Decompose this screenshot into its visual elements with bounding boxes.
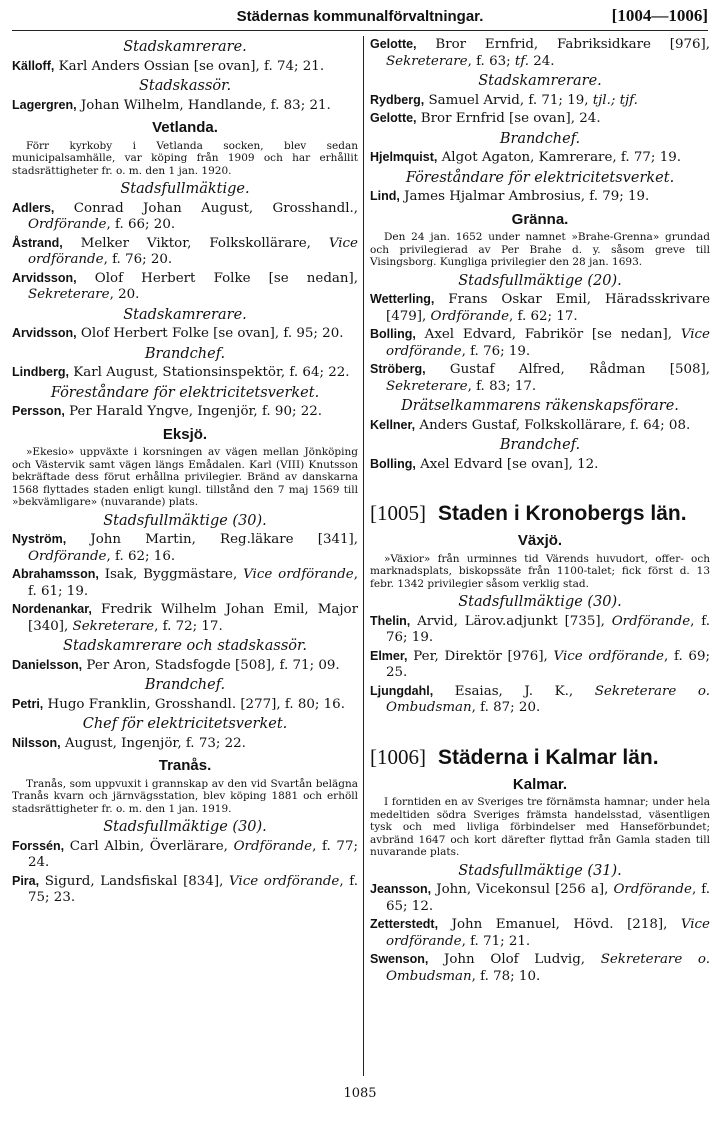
entry-text: , f. 72; 17. <box>154 618 223 634</box>
person-entry <box>12 403 358 421</box>
person-entry <box>370 683 710 717</box>
person-surname: Kellner, <box>370 417 416 432</box>
person-surname: Petri, <box>12 696 44 711</box>
person-title: tf. <box>514 53 529 69</box>
entry-text: , f. 78; 10. <box>471 968 541 984</box>
person-surname: Adlers, <box>12 200 55 215</box>
entry-text: Sigurd, Landsfiskal [834], <box>39 873 229 889</box>
person-entry <box>12 364 358 382</box>
running-title: Städernas kommunalförvaltningar. <box>236 8 484 25</box>
person-entry <box>12 601 358 635</box>
person-entry <box>370 417 710 435</box>
office-heading: Stadsfullmäktige. <box>120 181 250 197</box>
entry-text: John Olof Ludvig, <box>428 952 601 967</box>
person-entry <box>12 873 358 907</box>
person-surname: Jeansson, <box>370 882 432 896</box>
page-number: 1085 <box>343 1086 377 1101</box>
person-entry <box>370 188 710 206</box>
office-heading: Brandchef. <box>499 130 581 147</box>
entry-text: Bror Ernfrid [se ovan], 24. <box>416 111 601 126</box>
entry-text: Conrad Johan August, Grosshandl., <box>54 200 358 216</box>
office-heading: Stadsfullmäktige (30). <box>103 819 267 835</box>
person-surname: Källoff, <box>12 58 55 73</box>
person-entry <box>12 200 358 234</box>
person-title: Ordförande <box>430 308 510 324</box>
person-surname: Rydberg, <box>370 92 425 107</box>
person-entry <box>370 648 710 682</box>
entry-text: , f. 77; 24. <box>28 838 358 870</box>
entry-text: Esaias, J. K., <box>433 683 595 699</box>
entry-text: Per Aron, Stadsfogde [508], f. 71; 09. <box>82 657 340 673</box>
person-surname: Forssén, <box>12 838 65 853</box>
entry-text: Anders Gustaf, Folkskollärare, f. 64; 08. <box>415 417 691 433</box>
entry-text: Melker Viktor, Folkskollärare, <box>62 235 329 251</box>
section-range: [1004—1006] <box>611 6 708 25</box>
entry-text: John Emanuel, Hövd. [218], <box>438 917 681 932</box>
entry-text: 24. <box>529 53 555 69</box>
right-column <box>370 36 710 1076</box>
person-entry <box>370 149 710 167</box>
office-heading: Stadsfullmäktige (20). <box>458 272 622 289</box>
town-history-note: »Växior» från urminnes tid Värends huvudort, offer- och marknadsplats, biskopssäte från 1100-talet; fick först d. 13 febr. 1342 privilegier såsom verklig stad. <box>370 552 710 590</box>
section-number: [1006] <box>370 744 426 769</box>
entry-text: , f. 66; 20. <box>106 217 176 232</box>
person-surname: Thelin, <box>370 613 411 628</box>
town-heading: Eksjö. <box>162 425 208 443</box>
person-title: Sekreterare <box>386 53 468 69</box>
person-surname: Zetterstedt, <box>370 917 439 931</box>
person-entry <box>370 951 710 985</box>
person-surname: Lagergren, <box>12 97 77 112</box>
person-title: Ordförande <box>28 548 107 564</box>
column-divider <box>363 36 364 1076</box>
person-title: Vice ordförande <box>28 235 358 267</box>
office-heading: Stadskassör. <box>138 78 232 94</box>
person-surname: Lind, <box>370 189 400 203</box>
person-entry <box>370 36 710 70</box>
person-title: Vice ordförande <box>386 917 710 949</box>
person-title: Sekreterare <box>72 618 155 634</box>
person-surname: Hjelmquist, <box>370 150 438 164</box>
person-title: Vice ordförande <box>386 327 710 359</box>
person-title: Ordförande <box>28 217 107 232</box>
office-heading: Stadskamrerare. <box>478 73 602 89</box>
entry-text: Johan Wilhelm, Handlande, f. 83; 21. <box>76 97 331 113</box>
person-entry <box>12 657 358 675</box>
entry-text: , f. 62; 16. <box>106 548 176 564</box>
spacer <box>370 474 710 490</box>
person-surname: Nilsson, <box>12 735 61 750</box>
office-heading: Chef för elektricitetsverket. <box>82 716 288 732</box>
entry-text: Bror Ernfrid, Fabriksidkare [976], <box>416 37 710 52</box>
office-heading: Föreståndare för elektricitetsverket. <box>405 169 675 186</box>
person-surname: Nyström, <box>12 532 67 546</box>
spacer <box>370 718 710 734</box>
entry-text: August, Ingenjör, f. 73; 22. <box>60 735 246 751</box>
entry-text: Algot Agaton, Kamrerare, f. 77; 19. <box>437 150 681 165</box>
entry-text: , f. 76; 19. <box>386 613 711 645</box>
person-surname: Gelotte, <box>370 37 417 51</box>
entry-text: , f. 69; 25. <box>386 648 710 680</box>
town-history-note: I forntiden en av Sveriges tre förnämsta hamnar; under hela medeltiden södra Sveriges främsta handelsstad, väsentligen tysk och med livliga förbindelser med Hanseförbundet; avbränd 1647 och kort därefter flyttad från Gamla staden till nuvarande plats. <box>370 796 710 858</box>
entry-text: Olof Herbert Folke [se ovan], f. 95; 20. <box>76 326 344 341</box>
entry-text: , f. 62; 17. <box>509 308 578 324</box>
person-surname: Åstrand, <box>12 235 63 250</box>
person-title: Sekreterare o. Ombudsman <box>386 952 710 984</box>
town-history-note: Förr kyrkoby i Vetlanda socken, blev sedan municipalsamhälle, var köping från 1909 och har erhållit stadsrättigheter fr. o. m. den 1 jan. 1920. <box>12 139 358 177</box>
entry-text: John, Vicekonsul [256 a], <box>431 882 614 897</box>
entry-text: , f. 61; 19. <box>28 567 358 599</box>
entry-text: , 20. <box>109 287 140 302</box>
person-title: Vice ordförande <box>243 567 354 582</box>
office-heading: Stadskamrerare och stadskassör. <box>63 638 307 654</box>
town-history-note: »Ekesio» uppväxte i korsningen av vägen mellan Jönköping och Västervik samt vägen längs Emådalen. Karl (VIII) Knutsson bekräftade dess förut erhållna privilegier. Bränd av danskarna 1568 flyttades staden enligt kungl. tillstånd den 7 maj 1569 till »bekvämligare» (nuvarande) plats. <box>12 446 358 508</box>
left-column <box>12 36 358 1076</box>
entry-text: , f. 76; 19. <box>461 343 531 359</box>
person-entry <box>12 270 358 304</box>
entry-text: Frans Oskar Emil, Häradsskrivare [479], <box>386 292 710 324</box>
office-heading: Drätselkammarens räkenskapsförare. <box>401 398 679 414</box>
person-surname: Abrahamsson, <box>12 567 99 581</box>
person-entry <box>370 361 710 395</box>
town-history-note: Den 24 jan. 1652 under namnet »Brahe-Grenna» grundad och privilegierad av Per Brahe d. y. såsom greve till Visingsborg. Kungliga privilegier den 28 jan. 1693. <box>370 231 710 268</box>
town-heading: Kalmar. <box>512 775 568 793</box>
entry-text: James Hjalmar Ambrosius, f. 79; 19. <box>399 189 650 204</box>
office-heading: Stadsfullmäktige (30). <box>103 512 267 529</box>
person-entry <box>12 325 358 343</box>
entry-text: Axel Edvard [se ovan], 12. <box>415 456 599 472</box>
office-heading: Stadskamrerare. <box>123 306 247 323</box>
entry-text: , f. 71; 21. <box>461 933 531 949</box>
person-entry <box>370 291 710 325</box>
entry-text: Per, Direktör [976], <box>407 648 554 664</box>
page-header <box>12 4 708 31</box>
office-heading: Stadsfullmäktige (30). <box>458 594 622 610</box>
entry-text: Samuel Arvid, f. 71; 19, <box>424 92 593 108</box>
person-title: Vice ordförande <box>228 873 340 889</box>
section-number: [1005] <box>370 501 426 525</box>
county-title: Staden i Kronobergs län. <box>438 502 687 525</box>
person-title: Ordförande <box>611 613 691 629</box>
person-entry <box>370 326 710 360</box>
entry-text: Isak, Byggmästare, <box>98 567 244 582</box>
person-entry <box>12 838 358 872</box>
office-heading: Föreståndare för elektricitetsverket. <box>50 384 320 401</box>
person-surname: Elmer, <box>370 648 408 663</box>
entry-text: Olof Herbert Folke [se nedan], <box>76 270 358 286</box>
entry-text: , f. 87; 20. <box>471 700 541 715</box>
county-heading <box>370 744 710 771</box>
person-title: tjl.; tjf. <box>592 92 638 108</box>
person-entry <box>12 735 358 753</box>
entry-text: , f. 63; <box>467 53 515 69</box>
person-entry <box>12 566 358 600</box>
person-entry <box>12 58 358 76</box>
entry-text: Axel Edvard, Fabrikör [se nedan], <box>415 327 681 342</box>
person-title: Ordförande <box>233 838 313 854</box>
town-history-note: Tranås, som uppvuxit i grannskap av den vid Svartån belägna Tranås kvarn och järnvägsstation, blev köping 1881 och erhöll stadsrättigheter fr. o. m. den 1 jan. 1919. <box>12 777 358 815</box>
person-surname: Bolling, <box>370 327 416 341</box>
entry-text: Carl Albin, Överlärare, <box>64 838 234 854</box>
person-surname: Wetterling, <box>370 292 435 306</box>
person-entry <box>12 97 358 115</box>
entry-text: , f. 75; 23. <box>28 873 358 905</box>
person-surname: Arvidsson, <box>12 270 77 285</box>
town-heading: Tranås. <box>158 757 212 774</box>
person-entry <box>370 92 710 110</box>
person-entry <box>370 881 710 915</box>
person-surname: Persson, <box>12 404 65 418</box>
person-entry <box>370 613 710 647</box>
county-heading <box>370 500 710 527</box>
person-surname: Lindberg, <box>12 365 69 379</box>
office-heading: Brandchef. <box>144 677 226 693</box>
entry-text: , f. 76; 20. <box>103 252 173 267</box>
person-surname: Nordenankar, <box>12 602 92 616</box>
town-heading: Växjö. <box>517 532 563 549</box>
person-surname: Arvidsson, <box>12 326 77 340</box>
entry-text: Hugo Franklin, Grosshandl. [277], f. 80; 16. <box>43 696 345 712</box>
person-surname: Swenson, <box>370 952 429 966</box>
entry-text: John Martin, Reg.läkare [341], <box>66 532 358 547</box>
town-heading: Vetlanda. <box>152 119 218 136</box>
office-heading: Brandchef. <box>144 345 226 362</box>
entry-text: , f. 65; 12. <box>386 882 711 914</box>
person-entry <box>12 531 358 565</box>
person-surname: Ströberg, <box>370 362 426 376</box>
person-title: Sekreterare o. Ombudsman <box>386 683 710 715</box>
person-surname: Bolling, <box>370 456 416 471</box>
entry-text: Per Harald Yngve, Ingenjör, f. 90; 22. <box>64 404 323 419</box>
person-title: Sekreterare <box>386 378 468 394</box>
entry-text: Karl August, Stationsinspektör, f. 64; 22. <box>68 365 350 380</box>
entry-text: Fredrik Wilhelm Johan Emil, Major [340], <box>28 602 358 634</box>
county-title: Städerna i Kalmar län. <box>438 745 659 769</box>
person-surname: Pira, <box>12 873 40 888</box>
person-surname: Ljungdahl, <box>370 683 434 698</box>
office-heading: Stadskamrerare. <box>123 39 247 55</box>
person-title: Sekreterare <box>28 287 110 302</box>
person-surname: Danielsson, <box>12 657 83 672</box>
person-entry <box>12 235 358 269</box>
person-title: Ordförande <box>613 882 692 897</box>
entry-text: Gustaf Alfred, Rådman [508], <box>425 362 710 377</box>
person-entry <box>370 916 710 950</box>
person-entry <box>12 696 358 714</box>
person-entry <box>370 110 710 128</box>
office-heading: Stadsfullmäktige (31). <box>458 862 622 879</box>
person-entry <box>370 456 710 474</box>
person-title: Vice ordförande <box>553 648 664 664</box>
town-heading: Gränna. <box>511 210 569 228</box>
office-heading: Brandchef. <box>499 437 581 453</box>
person-surname: Gelotte, <box>370 111 417 125</box>
entry-text: Karl Anders Ossian [se ovan], f. 74; 21. <box>54 58 325 74</box>
entry-text: , f. 83; 17. <box>467 378 537 394</box>
entry-text: Arvid, Lärov.adjunkt [735], <box>410 613 612 629</box>
